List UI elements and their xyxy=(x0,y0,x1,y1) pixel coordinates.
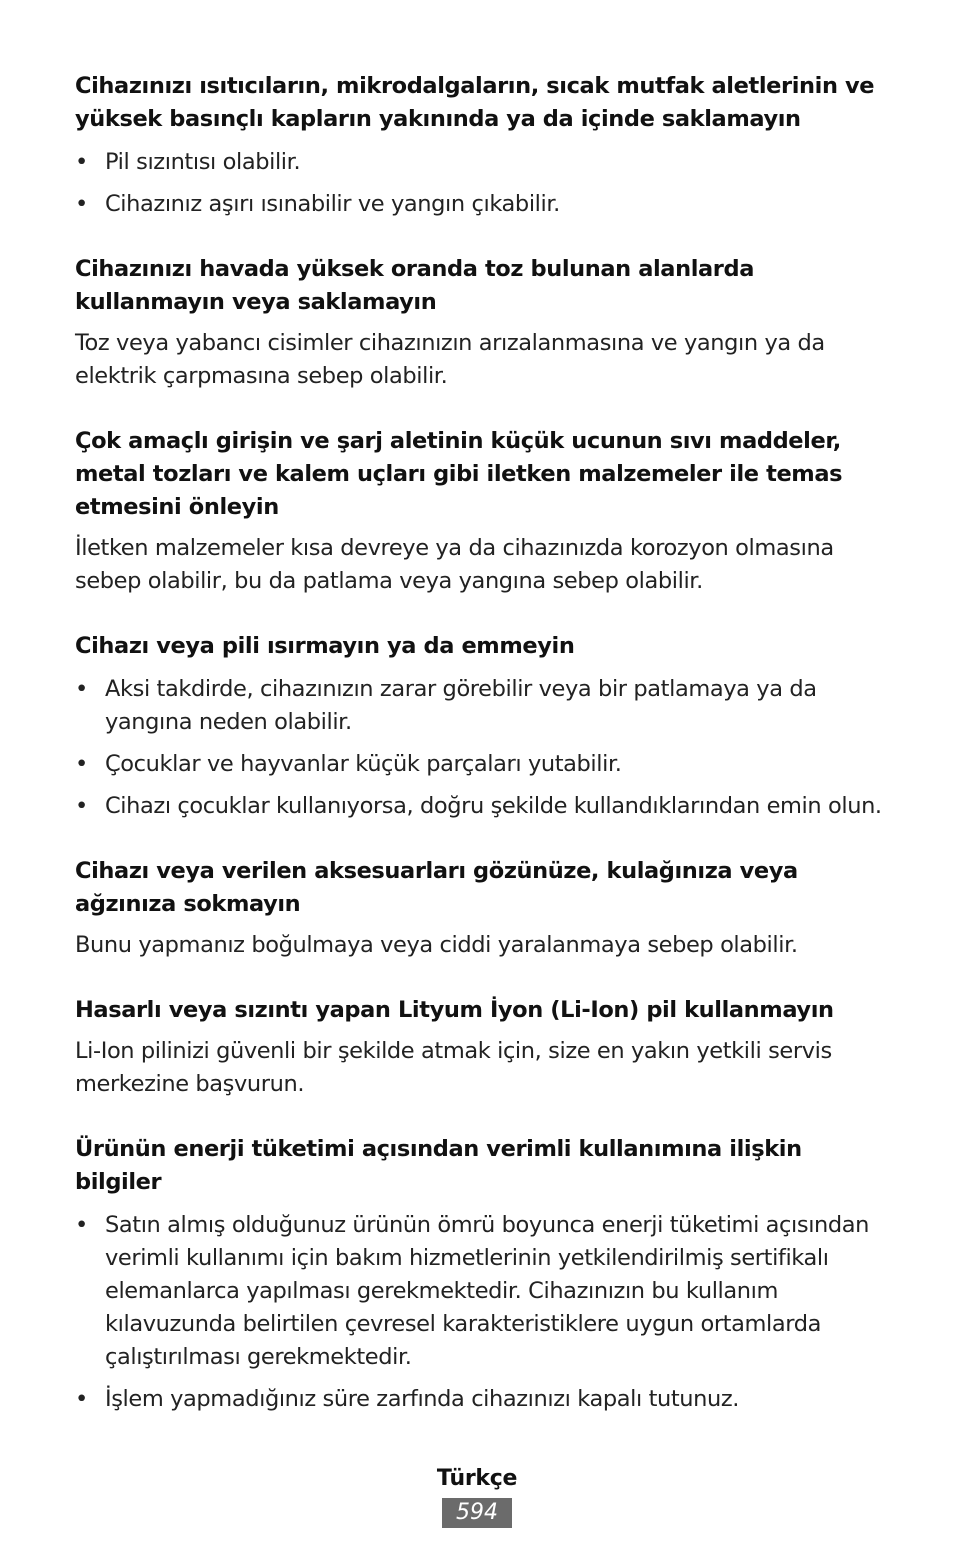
list-item-text: İşlem yapmadığınız süre zarfında cihazınızı kapalı tutunuz. xyxy=(105,1386,740,1412)
section-heading: Cihazınızı ısıtıcıların, mikrodalgaların, sıcak mutfak aletlerinin ve yüksek basınçlı kapların yakınında ya da içinde saklamayın xyxy=(75,73,875,132)
bullet-icon: • xyxy=(75,149,88,175)
bullet-icon: • xyxy=(75,793,88,819)
footer-language: Türkçe xyxy=(436,1466,518,1491)
bullet-icon: • xyxy=(75,751,88,777)
page-number: 594 xyxy=(442,1498,512,1528)
list-item xyxy=(75,790,885,823)
section-bite-warning xyxy=(75,630,885,823)
section-battery-warning xyxy=(75,994,885,1101)
list-item xyxy=(75,146,885,179)
bullet-list xyxy=(75,146,885,221)
document-body xyxy=(75,70,885,1448)
list-item-text: Aksi takdirde, cihazınızın zarar görebilir veya bir patlamaya ya da yangına neden olabilir. xyxy=(105,676,817,735)
section-paragraph: İletken malzemeler kısa devreye ya da cihazınızda korozyon olmasına sebep olabilir, bu da patlama veya yangına sebep olabilir. xyxy=(75,535,834,594)
list-item-text: Cihazınız aşırı ısınabilir ve yangın çıkabilir. xyxy=(105,191,560,217)
section-dust-warning xyxy=(75,253,885,393)
bullet-icon: • xyxy=(75,676,88,702)
list-item-text: Çocuklar ve hayvanlar küçük parçaları yutabilir. xyxy=(105,751,622,777)
section-paragraph: Li-Ion pilinizi güvenli bir şekilde atmak için, size en yakın yetkili servis merkezine başvurun. xyxy=(75,1038,832,1097)
list-item xyxy=(75,1383,885,1416)
bullet-icon: • xyxy=(75,1386,88,1412)
list-item xyxy=(75,748,885,781)
section-paragraph: Toz veya yabancı cisimler cihazınızın arızalanmasına ve yangın ya da elektrik çarpmasına sebep olabilir. xyxy=(75,330,825,389)
bullet-list xyxy=(75,673,885,823)
bullet-icon: • xyxy=(75,1212,88,1238)
section-paragraph: Bunu yapmanız boğulmaya veya ciddi yaralanmaya sebep olabilir. xyxy=(75,932,798,958)
bullet-icon: • xyxy=(75,191,88,217)
list-item xyxy=(75,1209,885,1374)
list-item xyxy=(75,188,885,221)
list-item xyxy=(75,673,885,739)
section-heading: Çok amaçlı girişin ve şarj aletinin küçük ucunun sıvı maddeler, metal tozları ve kalem uçları gibi iletken malzemeler ile temas etmesini önleyin xyxy=(75,428,843,520)
page-footer xyxy=(0,1464,954,1528)
list-item-text: Satın almış olduğunuz ürünün ömrü boyunca enerji tüketimi açısından verimli kullanımı için bakım hizmetlerinin yetkilendirilmiş sertifikalı elemanlarca yapılması gerekmektedir. Cihazınızın bu kullanım kılavuzunda belirtilen çevresel karakteristiklere uygun ortamlarda çalıştırılması gerekmektedir. xyxy=(105,1212,870,1370)
section-heading: Cihazı veya verilen aksesuarları gözünüze, kulağınıza veya ağzınıza sokmayın xyxy=(75,858,798,917)
section-conductive-warning xyxy=(75,425,885,598)
list-item-text: Pil sızıntısı olabilir. xyxy=(105,149,301,175)
list-item-text: Cihazı çocuklar kullanıyorsa, doğru şekilde kullandıklarından emin olun. xyxy=(105,793,882,819)
section-heading: Cihazınızı havada yüksek oranda toz bulunan alanlarda kullanmayın veya saklamayın xyxy=(75,256,754,315)
section-insert-warning xyxy=(75,855,885,962)
section-energy-info xyxy=(75,1133,885,1416)
section-heading: Ürünün enerji tüketimi açısından verimli kullanımına ilişkin bilgiler xyxy=(75,1136,802,1195)
section-heat-warning xyxy=(75,70,885,221)
section-heading: Cihazı veya pili ısırmayın ya da emmeyin xyxy=(75,633,575,659)
section-heading: Hasarlı veya sızıntı yapan Lityum İyon (Li-Ion) pil kullanmayın xyxy=(75,997,834,1023)
bullet-list xyxy=(75,1209,885,1416)
